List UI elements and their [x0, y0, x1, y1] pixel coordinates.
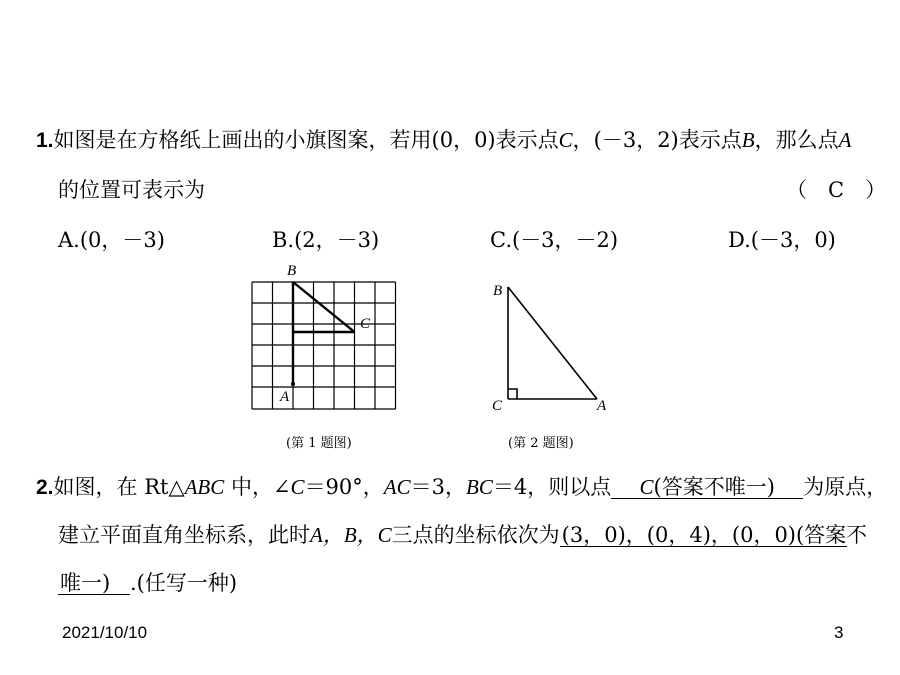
fig2-label-b: B	[493, 283, 503, 299]
q1-point-c: C	[558, 128, 573, 152]
figure-2-triangle	[485, 275, 620, 420]
q1-option-a: A.(0，－3)	[58, 228, 165, 252]
footer-date: 2021/10/10	[62, 623, 148, 642]
q2-line-2	[58, 523, 868, 547]
footer-page-number: 3	[834, 623, 844, 642]
q2-points: A，B，C	[310, 523, 392, 547]
q2-line-3	[58, 573, 237, 595]
q2-text-6: 为原点，	[803, 475, 888, 499]
q2-text-8: 三点的坐标依次为	[391, 523, 560, 547]
q2-triangle: ABC	[184, 475, 225, 499]
grid-lines	[252, 282, 396, 409]
q1-point-b: B	[741, 128, 755, 152]
q1-number: 1.	[36, 129, 54, 152]
figure-2-caption: (第 2 题图)	[508, 436, 574, 451]
q2-text-5: ＝4，则以点	[492, 475, 612, 499]
q2-bc: BC	[466, 475, 493, 499]
q1-answer: （ C ）	[786, 178, 887, 202]
figure-1-caption: (第 1 题图)	[286, 436, 352, 451]
q1-option-c: C.(－3，－2)	[490, 228, 619, 252]
fig1-label-a: A	[280, 389, 290, 405]
fig2-label-a: A	[597, 398, 607, 414]
q2-text-3: ＝90°，	[304, 475, 384, 499]
q2-line-1	[36, 477, 887, 499]
fig2-label-c: C	[492, 398, 503, 414]
fig1-label-b: B	[287, 263, 297, 279]
q1-point-a: A	[838, 128, 852, 152]
q1-text-4: 的位置可表示为	[58, 178, 205, 202]
q1-line-1	[36, 130, 851, 151]
q2-text-2: 中，∠	[224, 475, 291, 499]
q2-blank-1	[611, 477, 803, 499]
q2-text-7: 建立平面直角坐标系，此时	[58, 523, 310, 547]
q2-text-9: .(任写一种)	[130, 571, 238, 595]
q1-option-d: D.(－3，0)	[728, 228, 836, 252]
q2-blank-2b: 唯一)	[58, 573, 130, 595]
point-a-marker	[291, 382, 295, 386]
q1-line-2	[58, 180, 205, 201]
q2-blank-2a: (3，0)，(0，4)，(0，0)(答案不	[561, 523, 868, 547]
q1-text-2: ，(－3，2)表示点	[572, 128, 742, 152]
q2-text-4: ＝3，	[410, 475, 467, 499]
q1-text-3: ，那么点	[754, 128, 839, 152]
q2-ac: AC	[383, 475, 411, 499]
flag-shape	[293, 282, 355, 384]
q2-text-1: 如图，在 Rt△	[53, 475, 185, 499]
fig1-label-c: C	[360, 316, 371, 332]
q2-number: 2.	[36, 476, 54, 499]
figure-1-grid	[240, 258, 410, 418]
q1-option-b: B.(2，－3)	[272, 228, 380, 252]
q2-blank-1-text: (答案不唯一)	[653, 475, 775, 499]
q1-text-1: 如图是在方格纸上画出的小旗图案，若用(0，0)表示点	[53, 128, 559, 152]
q2-blank-1-point: C	[639, 475, 654, 499]
q2-angle-c: C	[290, 475, 305, 499]
